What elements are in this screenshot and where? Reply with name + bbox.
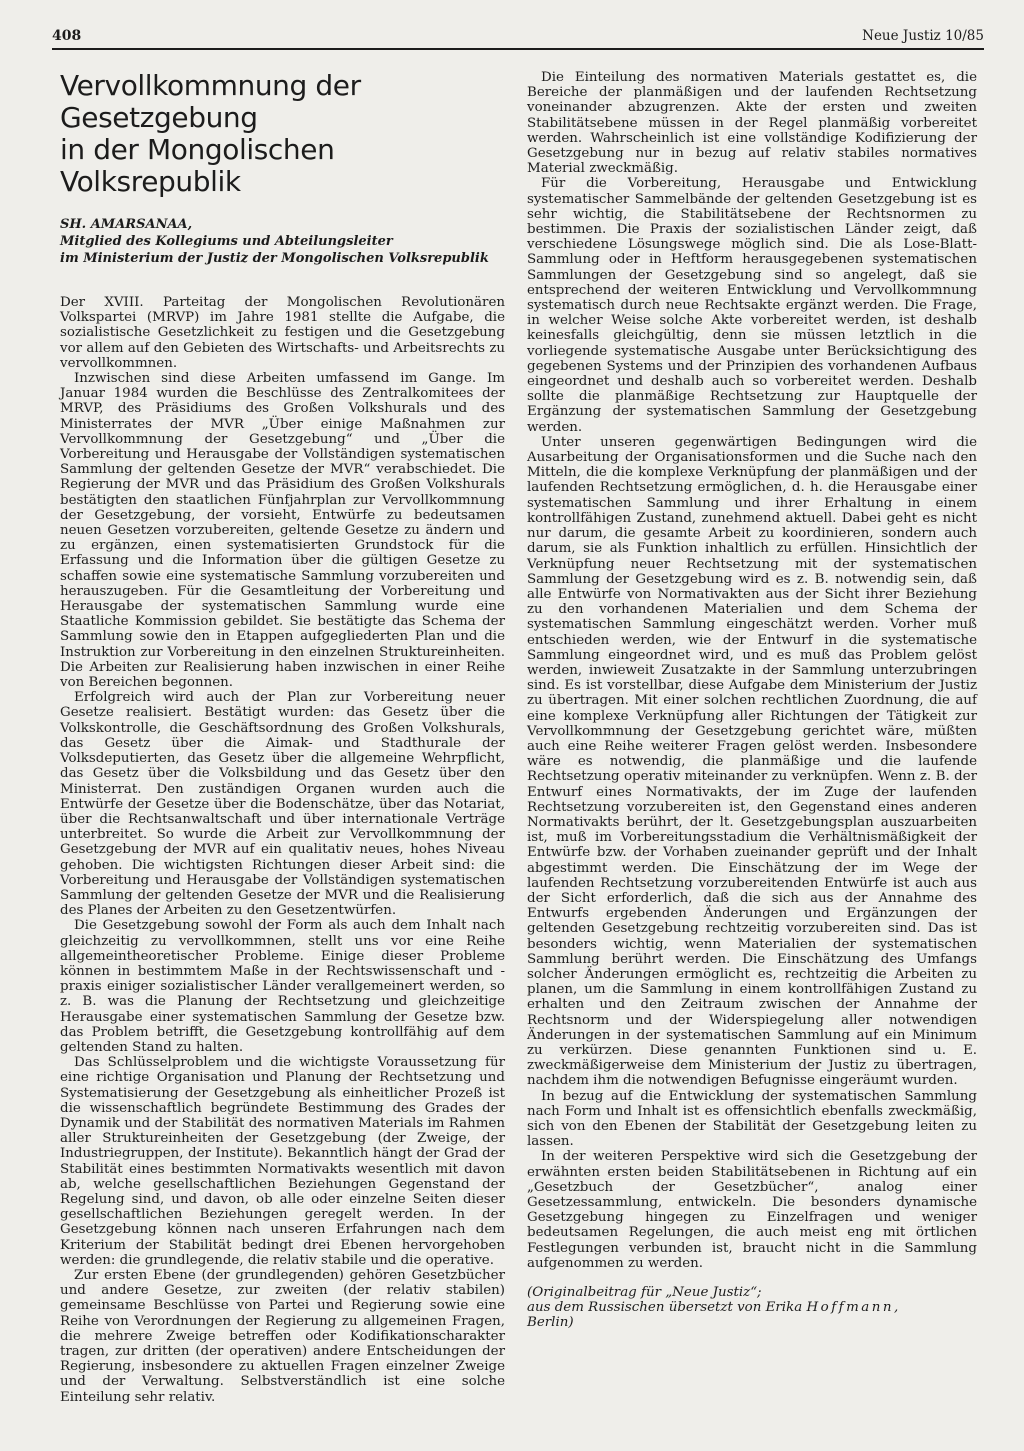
paragraph: Die Einteilung des normativen Materials gestattet es, die Bereiche der planmäßigen und der laufenden Rechtsetzung voneinander abzugrenzen. Akte der ersten und zweiten Stabilitätsebene müssen in der Regel planmäßig vorbereitet werden. Wahrscheinlich ist eine vollständige Kodifizierung der Gesetzgebung nur in bezug auf relativ stabiles normatives Material zweckmäßig. bbox=[527, 70, 977, 177]
page-number: 408 bbox=[52, 28, 82, 44]
paragraph: Erfolgreich wird auch der Plan zur Vorbereitung neuer Gesetze realisiert. Bestätigt wurden: das Gesetz über die Volkskontrolle, die Geschäftsordnung des Großen Volkshurals, das Gesetz über die Aimak- und Stadthurale der Volksdeputierten, das Gesetz über die allgemeine Wehrpflicht, das Gesetz über die Volksbildung und das Gesetz über den Ministerrat. Den zuständigen Organen wurden auch die Entwürfe der Gesetze über die Bodenschätze, über das Notariat, über die Rechtsanwaltschaft und über internationale Verträge unterbreitet. So wurde die Arbeit zur Vervollkommnung der Gesetzgebung der MVR auf ein qualitativ neues, hohes Niveau gehoben. Die wichtigsten Richtungen dieser Arbeit sind: die Vorbereitung und Herausgabe der Vollständigen systematischen Sammlung der geltenden Gesetze der MVR und die Realisierung des Planes der Arbeiten zu den Gesetzentwürfen. bbox=[60, 690, 505, 919]
article-title-line-1: Vervollkommnung der Gesetzgebung bbox=[60, 69, 361, 134]
paragraph: Inzwischen sind diese Arbeiten umfassend im Gange. Im Januar 1984 wurden die Beschlüsse des Zentralkomitees der MRVP, des Präsidiums des Großen Volkshurals und des Ministerrates der MVR „Über einige Maßnahmen zur Vervollkommnung der Gesetzgebung“ und „Über die Vorbereitung und Herausgabe der Vollständigen systematischen Sammlung der geltenden Gesetze der MVR“ verabschiedet. Die Regierung der MVR und das Präsidium des Großen Volkshurals bestätigten den staatlichen Fünfjahrplan zur Vervollkommnung der Gesetzgebung, der vorsieht, Entwürfe zu bedeutsamen neuen Gesetzen vorzubereiten, geltende Gesetze zu ändern und zu ergänzen, einen systematisierten Grundstock für die Erfassung und die Information über die gültigen Gesetze zu schaffen sowie eine systematische Sammlung vorzubereiten und herauszugeben. Für die Gesamtleitung der Vorbereitung und Herausgabe der systematischen Sammlung wurde eine Staatliche Kommission gebildet. Sie bestätigte das Schema der Sammlung sowie den in Etappen aufgegliederten Plan und die Instruktion zur Vorbereitung in den einzelnen Struktureinheiten. Die Arbeiten zur Realisierung haben inzwischen in einer Reihe von Bereichen begonnen. bbox=[60, 371, 505, 691]
author-name: SH. AMARSANAA, bbox=[60, 217, 193, 232]
paragraph: Unter unseren gegenwärtigen Bedingungen wird die Ausarbeitung der Organisationsformen und die Suche nach den Mitteln, die die komplexe Verknüpfung der planmäßigen und der laufenden Rechtsetzung ermöglichen, d. h. die Herausgabe einer systematischen Sammlung und ihrer Erhaltung in einem kontrollfähigen Zustand, zunehmend aktuell. Dabei geht es nicht nur darum, die gesamte Arbeit zu koordinieren, sondern auch darum, sie als Funktion inhaltlich zu erfüllen. Hinsichtlich der Verknüpfung neuer Rechtsetzung mit der systematischen Sammlung der Gesetzgebung wird es z. B. notwendig sein, daß alle Entwürfe von Normativakten aus der Sicht ihrer Beziehung zu den vorhandenen Materialien und dem Schema der systematischen Sammlung eingeschätzt werden. Vorher muß entschieden werden, wie der Entwurf in die systematische Sammlung eingeordnet wird, und es muß das Problem gelöst werden, inwieweit Zusatzakte in der Sammlung unterzubringen sind. Es ist vorstellbar, diese Aufgabe dem Ministerium der Justiz zu übertragen. Mit einer solchen rechtlichen Zuordnung, die auf eine komplexe Verknüpfung aller Richtungen der Tätigkeit zur Vervollkommnung der Gesetzgebung gerichtet wäre, müßten auch eine Reihe weiterer Fragen gelöst werden. Insbesondere wäre es notwendig, die planmäßige und die laufende Rechtsetzung operativ miteinander zu verknüpfen. Wenn z. B. der Entwurf eines Normativakts, der im Zuge der laufenden Rechtsetzung vorzubereiten ist, den Gegenstand eines anderen Normativakts berührt, der lt. Gesetzgebungsplan auszuarbeiten ist, muß im Vorbereitungsstadium die Verhältnismäßigkeit der Entwürfe bzw. der Vorhaben zueinander geprüft und der Inhalt abgestimmt werden. Die Einschätzung der im Wege der laufenden Rechtsetzung vorzubereitenden Entwürfe ist auch aus der Sicht erforderlich, daß die sich aus der Annahme des Entwurfs ergebenden Änderungen und Ergänzungen der geltenden Gesetzgebung rechtzeitig vorzubereiten sind. Das ist besonders wichtig, wenn Materialien der systematischen Sammlung berührt werden. Die Einschätzung des Umfangs solcher Änderungen ermöglicht es, rechtzeitig die Arbeiten zu planen, um die Sammlung in einem kontrollfähigen Zustand zu erhalten und den Zeitraum zwischen der Annahme der Rechtsnorm und der Widerspiegelung aller notwendigen Änderungen in der systematischen Sammlung auf ein Minimum zu verkürzen. Diese genannten Funktionen sind u. E. zweckmäßigerweise dem Ministerium der Justiz zu übertragen, nachdem ihm die notwendigen Befugnisse eingeräumt wurden. bbox=[527, 434, 977, 1089]
credit-line-1: (Originalbeitrag für „Neue Justiz“; bbox=[527, 1285, 762, 1301]
left-column bbox=[60, 70, 505, 1405]
paragraph: Für die Vorbereitung, Herausgabe und Entwicklung systematischer Sammelbände der geltenden Gesetzgebung ist es sehr wichtig, die Stabilitätsebene der Rechtsnormen zu bestimmen. Die Praxis der sozialistischen Länder zeigt, daß verschiedene Lösungswege möglich sind. Die als Lose-Blatt-Sammlung oder in Heftform herausgegebenen systematischen Sammlungen der Gesetzgebung sind so angelegt, daß sie entsprechend der weiteren Entwicklung und Vervollkommnung systematisch durch neue Rechtsakte ergänzt werden. Die Frage, in welcher Weise solche Akte vorbereitet werden, ist deshalb keinesfalls gleichgültig, denn sie müssen letztlich in die vorliegende systematische Ausgabe unter Berücksichtigung des gegebenen Systems und der Prinzipien des vorhandenen Aufbaus eingeordnet und deshalb auch so vorbereitet werden. Deshalb sollte die planmäßige Rechtsetzung zur Hauptquelle der Ergänzung der systematischen Sammlung der Gesetzgebung werden. bbox=[527, 176, 977, 435]
left-column-text bbox=[60, 295, 505, 1405]
paragraph: In bezug auf die Entwicklung der systematischen Sammlung nach Form und Inhalt ist es offensichtlich ebenfalls zweckmäßig, sich von den Ebenen der Stabilität der Gesetzgebung leiten zu lassen. bbox=[527, 1088, 977, 1150]
journal-issue: Neue Justiz 10/85 bbox=[862, 28, 984, 44]
credit-line-2-text: aus dem Russischen übersetzt von Erika bbox=[527, 1300, 803, 1316]
paragraph: Das Schlüsselproblem und die wichtigste Voraussetzung für eine richtige Organisation und Planung der Rechtsetzung und Systematisierung der Gesetzgebung als einheitlicher Prozeß ist die wissenschaftlich begründete Bestimmung des Grades der Dynamik und der Stabilität des normativen Materials im Rahmen aller Struktureinheiten der Gesetzgebung (der Zweige, der Industriegruppen, der Institute). Bekanntlich hängt der Grad der Stabilität eines bestimmten Normativakts wesentlich mit davon ab, welche gesellschaftlichen Beziehungen Gegenstand der Regelung sind, und davon, ob alle oder einzelne Seiten dieser gesellschaftlichen Beziehungen geregelt werden. In der Gesetzgebung können nach unseren Erfahrungen nach dem Kriterium der Stabilität bedingt drei Ebenen hervorgehoben werden: die grundlegende, die relativ stabile und die operative. bbox=[60, 1055, 505, 1268]
translator-surname: Hoffmann bbox=[806, 1300, 895, 1316]
paragraph: Der XVIII. Parteitag der Mongolischen Revolutionären Volkspartei (MRVP) im Jahre 1981 stellte die Aufgabe, die sozialistische Gesetzlichkeit zu festigen und die Gesetzgebung vor allem auf den Gebieten des Wirtschafts- und Arbeitsrechts zu vervollkommnen. bbox=[60, 295, 505, 371]
byline bbox=[60, 216, 505, 267]
paragraph: Die Gesetzgebung sowohl der Form als auch dem Inhalt nach gleichzeitig zu vervollkommnen, stellt uns vor eine Reihe allgemeintheoretischer Probleme. Einige dieser Probleme können in bestimmtem Maße in der Rechtswissenschaft und -praxis einiger sozialistischer Länder verallgemeinert werden, so z. B. was die Planung der Rechtsetzung und gleichzeitige Herausgabe einer systematischen Sammlung der Gesetze bzw. das Problem betrifft, die Gesetzgebung kontrollfähig auf dem geltenden Stand zu halten. bbox=[60, 918, 505, 1055]
credit-line-3: Berlin) bbox=[527, 1315, 574, 1331]
credit-line-2 bbox=[527, 1300, 977, 1315]
article-title bbox=[60, 70, 505, 198]
article-title-line-2: in der Mongolischen Volksrepublik bbox=[60, 133, 335, 198]
translation-credit bbox=[527, 1285, 977, 1331]
paragraph: Zur ersten Ebene (der grundlegenden) gehören Gesetzbücher und andere Gesetze, zur zweiten (der relativ stabilen) gemeinsame Beschlüsse von Partei und Regierung sowie eine Reihe von Verordnungen der Regierung zu allgemeinen Fragen, die mehrere Zweige betreffen oder Kodifikationscharakter tragen, zur dritten (der operativen) andere Entscheidungen der Regierung, insbesondere zu aktuellen Fragen einzelner Zweige und der Verwaltung. Selbstverständlich ist eine solche Einteilung sehr relativ. bbox=[60, 1268, 505, 1405]
author-role-line-1: Mitglied des Kollegiums und Abteilungsleiter bbox=[60, 234, 393, 249]
credit-line-2-comma: , bbox=[894, 1300, 899, 1316]
right-column bbox=[527, 70, 977, 1331]
running-header bbox=[52, 26, 984, 50]
paragraph: In der weiteren Perspektive wird sich die Gesetzgebung der erwähnten ersten beiden Stabilitätsebenen in Richtung auf ein „Gesetzbuch der Gesetzbücher“, analog einer Gesetzessammlung, entwickeln. Die besonders dynamische Gesetzgebung hingegen zu Einzelfragen und weniger bedeutsamen Regelungen, die auch meist eng mit örtlichen Festlegungen verbunden ist, braucht nicht in die Sammlung aufgenommen zu werden. bbox=[527, 1149, 977, 1271]
author-role-line-2: im Ministerium der Justiz der Mongolischen Volksrepublik bbox=[60, 251, 489, 266]
right-column-text bbox=[527, 70, 977, 1271]
